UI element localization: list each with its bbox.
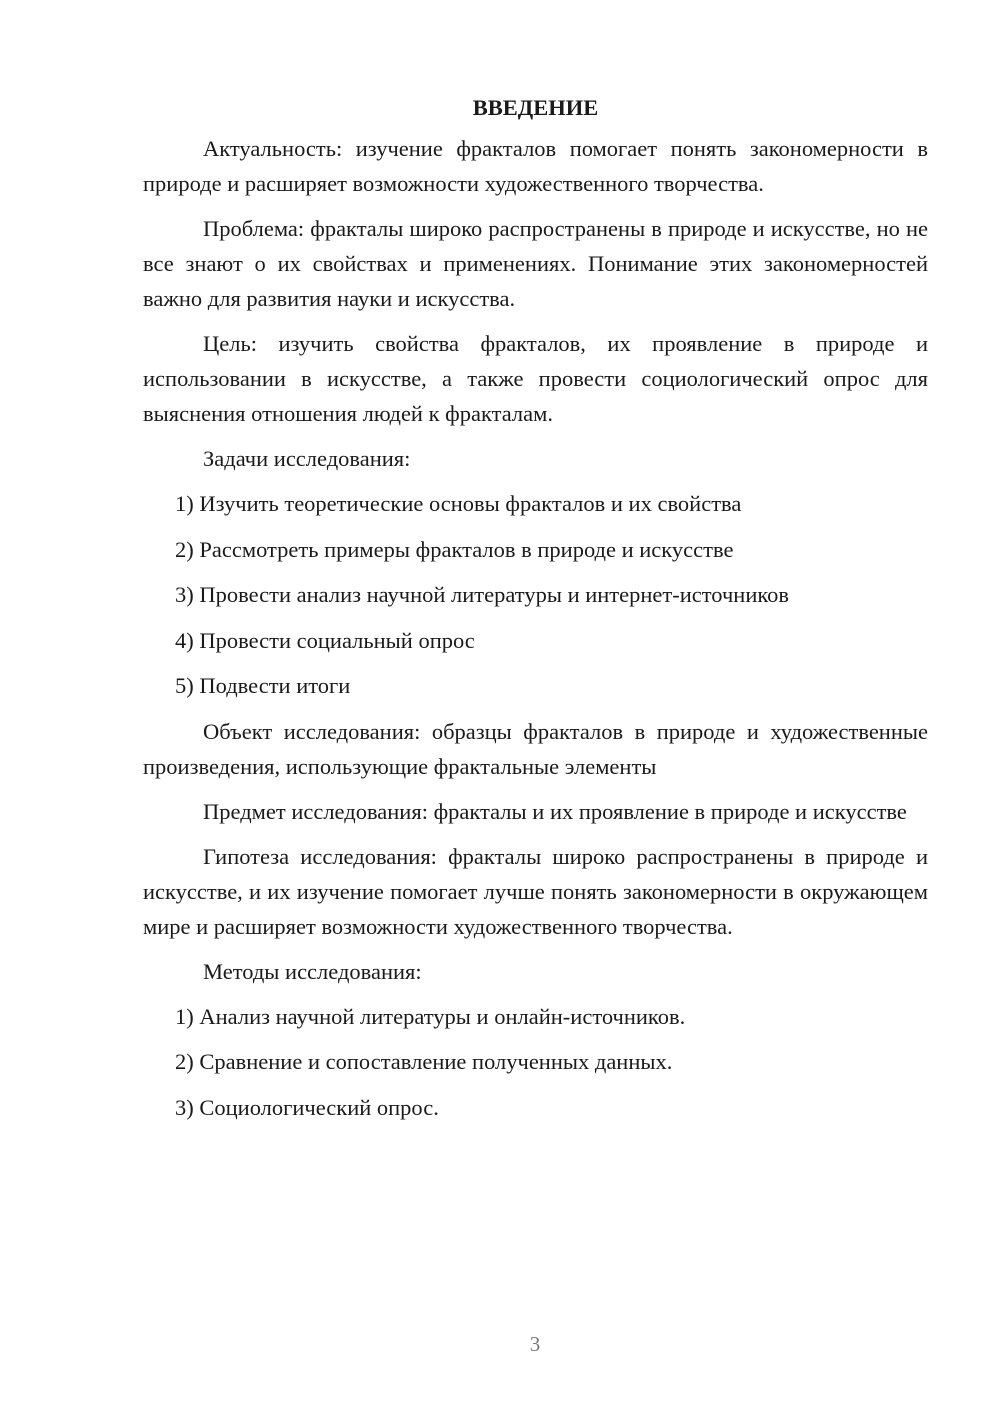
list-item: 2) Сравнение и сопоставление полученных данных. — [175, 1049, 673, 1074]
list-item: 3) Социологический опрос. — [175, 1094, 439, 1120]
methods-list — [143, 999, 928, 1125]
tasks-heading: Задачи исследования: — [203, 446, 411, 471]
list-item: 1) Анализ научной литературы и онлайн-источников. — [175, 1003, 686, 1029]
hypothesis-paragraph: Гипотеза исследования: фракталы широко распространены в природе и искусстве, и их изучение помогает лучше понять закономерности в окружающем мире и расширяет возможности художественного творчества. — [143, 843, 928, 939]
problem-paragraph: Проблема: фракталы широко распространены в природе и искусстве, но не все знают о их свойствах и применениях. Понимание этих закономерностей важно для развития науки и искусства. — [143, 216, 928, 311]
tasks-list — [143, 486, 928, 703]
list-item: 2) Рассмотреть примеры фракталов в природе и искусстве — [175, 536, 734, 562]
methods-heading: Методы исследования: — [203, 958, 422, 984]
subject-paragraph: Предмет исследования: фракталы и их проявление в природе и искусстве — [203, 798, 907, 824]
relevance-paragraph: Актуальность: изучение фракталов помогает понять закономерности в природе и расширяет возможности художественного творчества. — [143, 136, 928, 196]
page-title: ВВЕДЕНИЕ — [472, 95, 599, 120]
list-item: 3) Провести анализ научной литературы и интернет-источников — [175, 582, 790, 607]
list-item: 4) Провести социальный опрос — [175, 627, 475, 653]
goal-paragraph: Цель: изучить свойства фракталов, их проявление в природе и использовании в искусстве, а также провести социологический опрос для выяснения отношения людей к фракталам. — [143, 331, 928, 426]
document-page — [143, 90, 928, 1135]
list-item: 5) Подвести итоги — [175, 673, 351, 698]
list-item: 1) Изучить теоретические основы фракталов и их свойства — [175, 491, 742, 516]
page-number: 3 — [529, 1332, 541, 1356]
object-paragraph: Объект исследования: образцы фракталов в природе и художественные произведения, использующие фрактальные элементы — [143, 718, 928, 779]
